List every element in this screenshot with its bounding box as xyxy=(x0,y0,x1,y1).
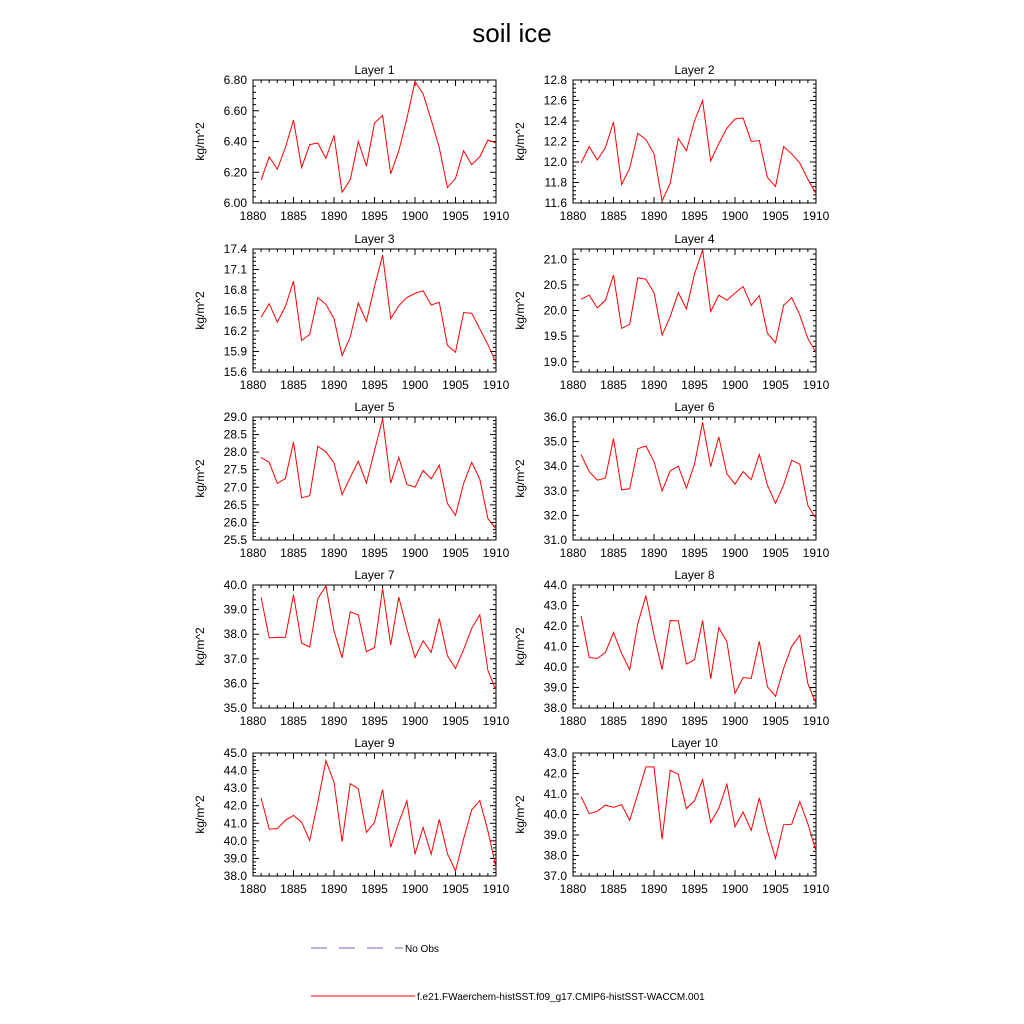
x-tick-label: 1885 xyxy=(600,378,627,392)
y-tick-label: 12.8 xyxy=(543,73,567,87)
y-tick-label: 20.5 xyxy=(543,277,567,292)
x-tick-label: 1910 xyxy=(482,209,510,223)
x-tick-label: 1905 xyxy=(442,882,469,896)
series-line xyxy=(581,596,816,704)
x-tick-label: 1900 xyxy=(721,882,749,896)
panel-title: Layer 10 xyxy=(671,736,718,750)
panel-title: Layer 2 xyxy=(674,63,715,77)
y-tick-label: 39.0 xyxy=(543,828,567,842)
y-axis-label: kg/m^2 xyxy=(193,459,207,498)
y-tick-label: 40.0 xyxy=(543,660,567,674)
y-tick-label: 6.00 xyxy=(223,196,247,210)
y-tick-label: 35.0 xyxy=(543,434,567,449)
x-tick-label: 1885 xyxy=(600,714,627,728)
y-tick-label: 37.0 xyxy=(223,651,247,666)
panel-title: Layer 7 xyxy=(354,568,395,582)
panel-layer-3 xyxy=(193,232,510,392)
y-tick-label: 41.0 xyxy=(543,787,567,801)
x-tick-label: 1900 xyxy=(721,546,749,560)
x-tick-label: 1895 xyxy=(681,714,708,728)
y-tick-label: 39.0 xyxy=(223,602,247,617)
y-axis-label: kg/m^2 xyxy=(193,627,207,666)
x-tick-label: 1905 xyxy=(442,714,469,728)
x-tick-label: 1880 xyxy=(559,546,587,560)
x-tick-label: 1890 xyxy=(640,209,668,223)
plot-frame xyxy=(573,417,816,540)
y-tick-label: 11.8 xyxy=(544,175,567,190)
x-tick-label: 1880 xyxy=(559,378,587,392)
y-axis-label: kg/m^2 xyxy=(193,291,207,330)
y-tick-label: 28.5 xyxy=(223,427,247,442)
y-tick-label: 16.8 xyxy=(223,283,247,297)
y-tick-label: 37.0 xyxy=(543,869,567,883)
y-tick-label: 17.1 xyxy=(223,262,247,277)
y-axis-label: kg/m^2 xyxy=(193,122,207,161)
y-tick-label: 17.4 xyxy=(223,242,247,256)
y-tick-label: 27.0 xyxy=(223,480,247,495)
x-tick-label: 1880 xyxy=(239,546,267,560)
legend-no-obs-label: No Obs xyxy=(405,944,439,955)
y-axis-label: kg/m^2 xyxy=(193,795,207,834)
series-line xyxy=(261,419,496,529)
plot-frame xyxy=(573,80,816,203)
plot-frame xyxy=(253,417,496,540)
x-tick-label: 1905 xyxy=(442,546,469,560)
x-tick-label: 1880 xyxy=(239,378,267,392)
y-tick-label: 40.0 xyxy=(543,807,567,822)
x-tick-label: 1890 xyxy=(640,882,668,896)
panels xyxy=(193,63,830,896)
y-tick-label: 29.0 xyxy=(223,410,247,424)
plot-frame xyxy=(253,753,496,876)
panel-layer-9 xyxy=(193,736,510,896)
x-tick-label: 1880 xyxy=(239,882,267,896)
x-tick-label: 1890 xyxy=(320,882,348,896)
panel-title: Layer 6 xyxy=(674,400,715,414)
x-tick-label: 1900 xyxy=(401,378,429,392)
x-tick-label: 1900 xyxy=(401,546,429,560)
y-tick-label: 42.0 xyxy=(543,766,567,781)
y-tick-label: 27.5 xyxy=(223,462,247,477)
series-line xyxy=(261,255,496,362)
y-tick-label: 6.80 xyxy=(223,73,247,87)
x-tick-label: 1880 xyxy=(559,882,587,896)
x-tick-label: 1885 xyxy=(280,714,307,728)
y-tick-label: 41.0 xyxy=(223,816,247,831)
x-tick-label: 1895 xyxy=(681,378,708,392)
x-tick-label: 1895 xyxy=(361,882,388,896)
x-tick-label: 1885 xyxy=(600,546,627,560)
panel-layer-2 xyxy=(513,63,830,223)
panel-title: Layer 4 xyxy=(674,232,715,246)
x-tick-label: 1905 xyxy=(442,378,469,392)
plot-frame xyxy=(573,249,816,372)
x-tick-label: 1885 xyxy=(280,209,307,223)
legend-series-label: f.e21.FWaerchem-histSST.f09_g17.CMIP6-histSST-WACCM.001 xyxy=(417,992,705,1003)
y-tick-label: 43.0 xyxy=(223,781,247,796)
x-tick-label: 1880 xyxy=(239,714,267,728)
panel-title: Layer 5 xyxy=(354,400,395,414)
panel-title: Layer 3 xyxy=(354,232,395,246)
y-tick-label: 40.0 xyxy=(223,578,247,592)
y-tick-label: 25.5 xyxy=(223,533,247,547)
x-tick-label: 1895 xyxy=(681,209,708,223)
x-tick-label: 1895 xyxy=(361,378,388,392)
panel-layer-7 xyxy=(193,568,510,728)
y-axis-label: kg/m^2 xyxy=(513,627,527,666)
x-tick-label: 1885 xyxy=(600,882,627,896)
legend-series xyxy=(311,992,705,1003)
plot-frame xyxy=(253,80,496,203)
x-tick-label: 1900 xyxy=(401,209,429,223)
panel-layer-8 xyxy=(513,568,830,728)
y-tick-label: 38.0 xyxy=(223,627,247,642)
legend-no-obs xyxy=(311,944,439,955)
y-tick-label: 15.6 xyxy=(223,365,247,379)
y-tick-label: 19.5 xyxy=(543,329,567,344)
x-tick-label: 1900 xyxy=(721,378,749,392)
y-tick-label: 41.0 xyxy=(543,639,567,654)
y-axis-label: kg/m^2 xyxy=(513,122,527,161)
panel-layer-4 xyxy=(513,232,830,392)
x-tick-label: 1895 xyxy=(681,546,708,560)
x-tick-label: 1895 xyxy=(361,714,388,728)
y-tick-label: 12.6 xyxy=(543,93,567,108)
y-tick-label: 6.60 xyxy=(223,103,247,118)
x-tick-label: 1905 xyxy=(442,209,469,223)
y-tick-label: 45.0 xyxy=(223,746,247,760)
series-line xyxy=(581,767,816,859)
y-tick-label: 38.0 xyxy=(543,701,567,715)
y-tick-label: 20.0 xyxy=(543,303,567,318)
x-tick-label: 1890 xyxy=(320,378,348,392)
x-tick-label: 1880 xyxy=(559,714,587,728)
y-tick-label: 12.2 xyxy=(543,134,567,149)
x-tick-label: 1910 xyxy=(802,546,830,560)
y-tick-label: 26.0 xyxy=(223,515,247,530)
x-tick-label: 1910 xyxy=(802,209,830,223)
series-line xyxy=(581,101,816,202)
x-tick-label: 1910 xyxy=(802,882,830,896)
x-tick-label: 1895 xyxy=(681,882,708,896)
panel-layer-10 xyxy=(513,736,830,896)
y-tick-label: 16.5 xyxy=(223,303,247,318)
series-line xyxy=(261,761,496,871)
plot-frame xyxy=(253,249,496,372)
x-tick-label: 1885 xyxy=(280,546,307,560)
plot-frame xyxy=(573,753,816,876)
series-line xyxy=(261,586,496,691)
x-tick-label: 1890 xyxy=(320,209,348,223)
y-tick-label: 12.4 xyxy=(543,114,567,128)
x-tick-label: 1905 xyxy=(762,882,789,896)
x-tick-label: 1890 xyxy=(640,714,668,728)
panel-layer-5 xyxy=(193,400,510,560)
y-tick-label: 15.9 xyxy=(223,344,247,359)
x-tick-label: 1910 xyxy=(482,546,510,560)
y-tick-label: 36.0 xyxy=(543,410,567,424)
x-tick-label: 1905 xyxy=(762,714,789,728)
x-tick-label: 1910 xyxy=(802,714,830,728)
x-tick-label: 1880 xyxy=(559,209,587,223)
series-line xyxy=(581,250,816,353)
y-tick-label: 32.0 xyxy=(543,508,567,523)
x-tick-label: 1880 xyxy=(239,209,267,223)
y-tick-label: 12.0 xyxy=(543,155,567,169)
y-tick-label: 44.0 xyxy=(543,578,567,592)
x-tick-label: 1900 xyxy=(401,882,429,896)
x-tick-label: 1905 xyxy=(762,209,789,223)
y-tick-label: 40.0 xyxy=(223,833,247,848)
panel-layer-6 xyxy=(513,400,830,560)
x-tick-label: 1895 xyxy=(361,209,388,223)
y-tick-label: 36.0 xyxy=(223,676,247,691)
x-tick-label: 1895 xyxy=(361,546,388,560)
x-tick-label: 1910 xyxy=(482,378,510,392)
x-tick-label: 1910 xyxy=(482,714,510,728)
y-tick-label: 38.0 xyxy=(543,848,567,863)
x-tick-label: 1905 xyxy=(762,546,789,560)
series-line xyxy=(581,422,816,519)
x-tick-label: 1890 xyxy=(640,378,668,392)
y-tick-label: 6.20 xyxy=(223,165,247,180)
y-tick-label: 44.0 xyxy=(223,763,247,778)
series-line xyxy=(261,82,496,193)
x-tick-label: 1910 xyxy=(482,882,510,896)
panel-title: Layer 1 xyxy=(354,63,395,77)
x-tick-label: 1890 xyxy=(640,546,668,560)
panel-title: Layer 9 xyxy=(354,736,395,750)
y-tick-label: 31.0 xyxy=(543,533,567,547)
x-tick-label: 1885 xyxy=(600,209,627,223)
x-tick-label: 1885 xyxy=(280,378,307,392)
x-tick-label: 1885 xyxy=(280,882,307,896)
panel-title: Layer 8 xyxy=(674,568,715,582)
panel-layer-1 xyxy=(193,63,510,223)
y-tick-label: 33.0 xyxy=(543,483,567,498)
y-tick-label: 19.0 xyxy=(543,354,567,369)
y-tick-label: 43.0 xyxy=(543,598,567,613)
y-axis-label: kg/m^2 xyxy=(513,291,527,330)
x-tick-label: 1900 xyxy=(721,209,749,223)
y-tick-label: 16.2 xyxy=(223,324,247,338)
figure-title: soil ice xyxy=(472,18,552,48)
y-tick-label: 43.0 xyxy=(543,746,567,760)
plot-frame xyxy=(573,585,816,708)
y-tick-label: 34.0 xyxy=(543,459,567,474)
y-tick-label: 21.0 xyxy=(543,252,567,267)
y-axis-label: kg/m^2 xyxy=(513,459,527,498)
y-tick-label: 39.0 xyxy=(223,851,247,866)
y-tick-label: 38.0 xyxy=(223,869,247,883)
x-tick-label: 1910 xyxy=(802,378,830,392)
x-tick-label: 1890 xyxy=(320,714,348,728)
y-tick-label: 35.0 xyxy=(223,701,247,715)
y-axis-label: kg/m^2 xyxy=(513,795,527,834)
x-tick-label: 1905 xyxy=(762,378,789,392)
y-tick-label: 42.0 xyxy=(543,619,567,633)
x-tick-label: 1890 xyxy=(320,546,348,560)
y-tick-label: 26.5 xyxy=(223,497,247,512)
y-tick-label: 42.0 xyxy=(223,798,247,813)
y-tick-label: 11.6 xyxy=(544,196,567,210)
y-tick-label: 6.40 xyxy=(223,134,247,149)
y-tick-label: 28.0 xyxy=(223,445,247,460)
y-tick-label: 39.0 xyxy=(543,680,567,695)
x-tick-label: 1900 xyxy=(401,714,429,728)
x-tick-label: 1900 xyxy=(721,714,749,728)
